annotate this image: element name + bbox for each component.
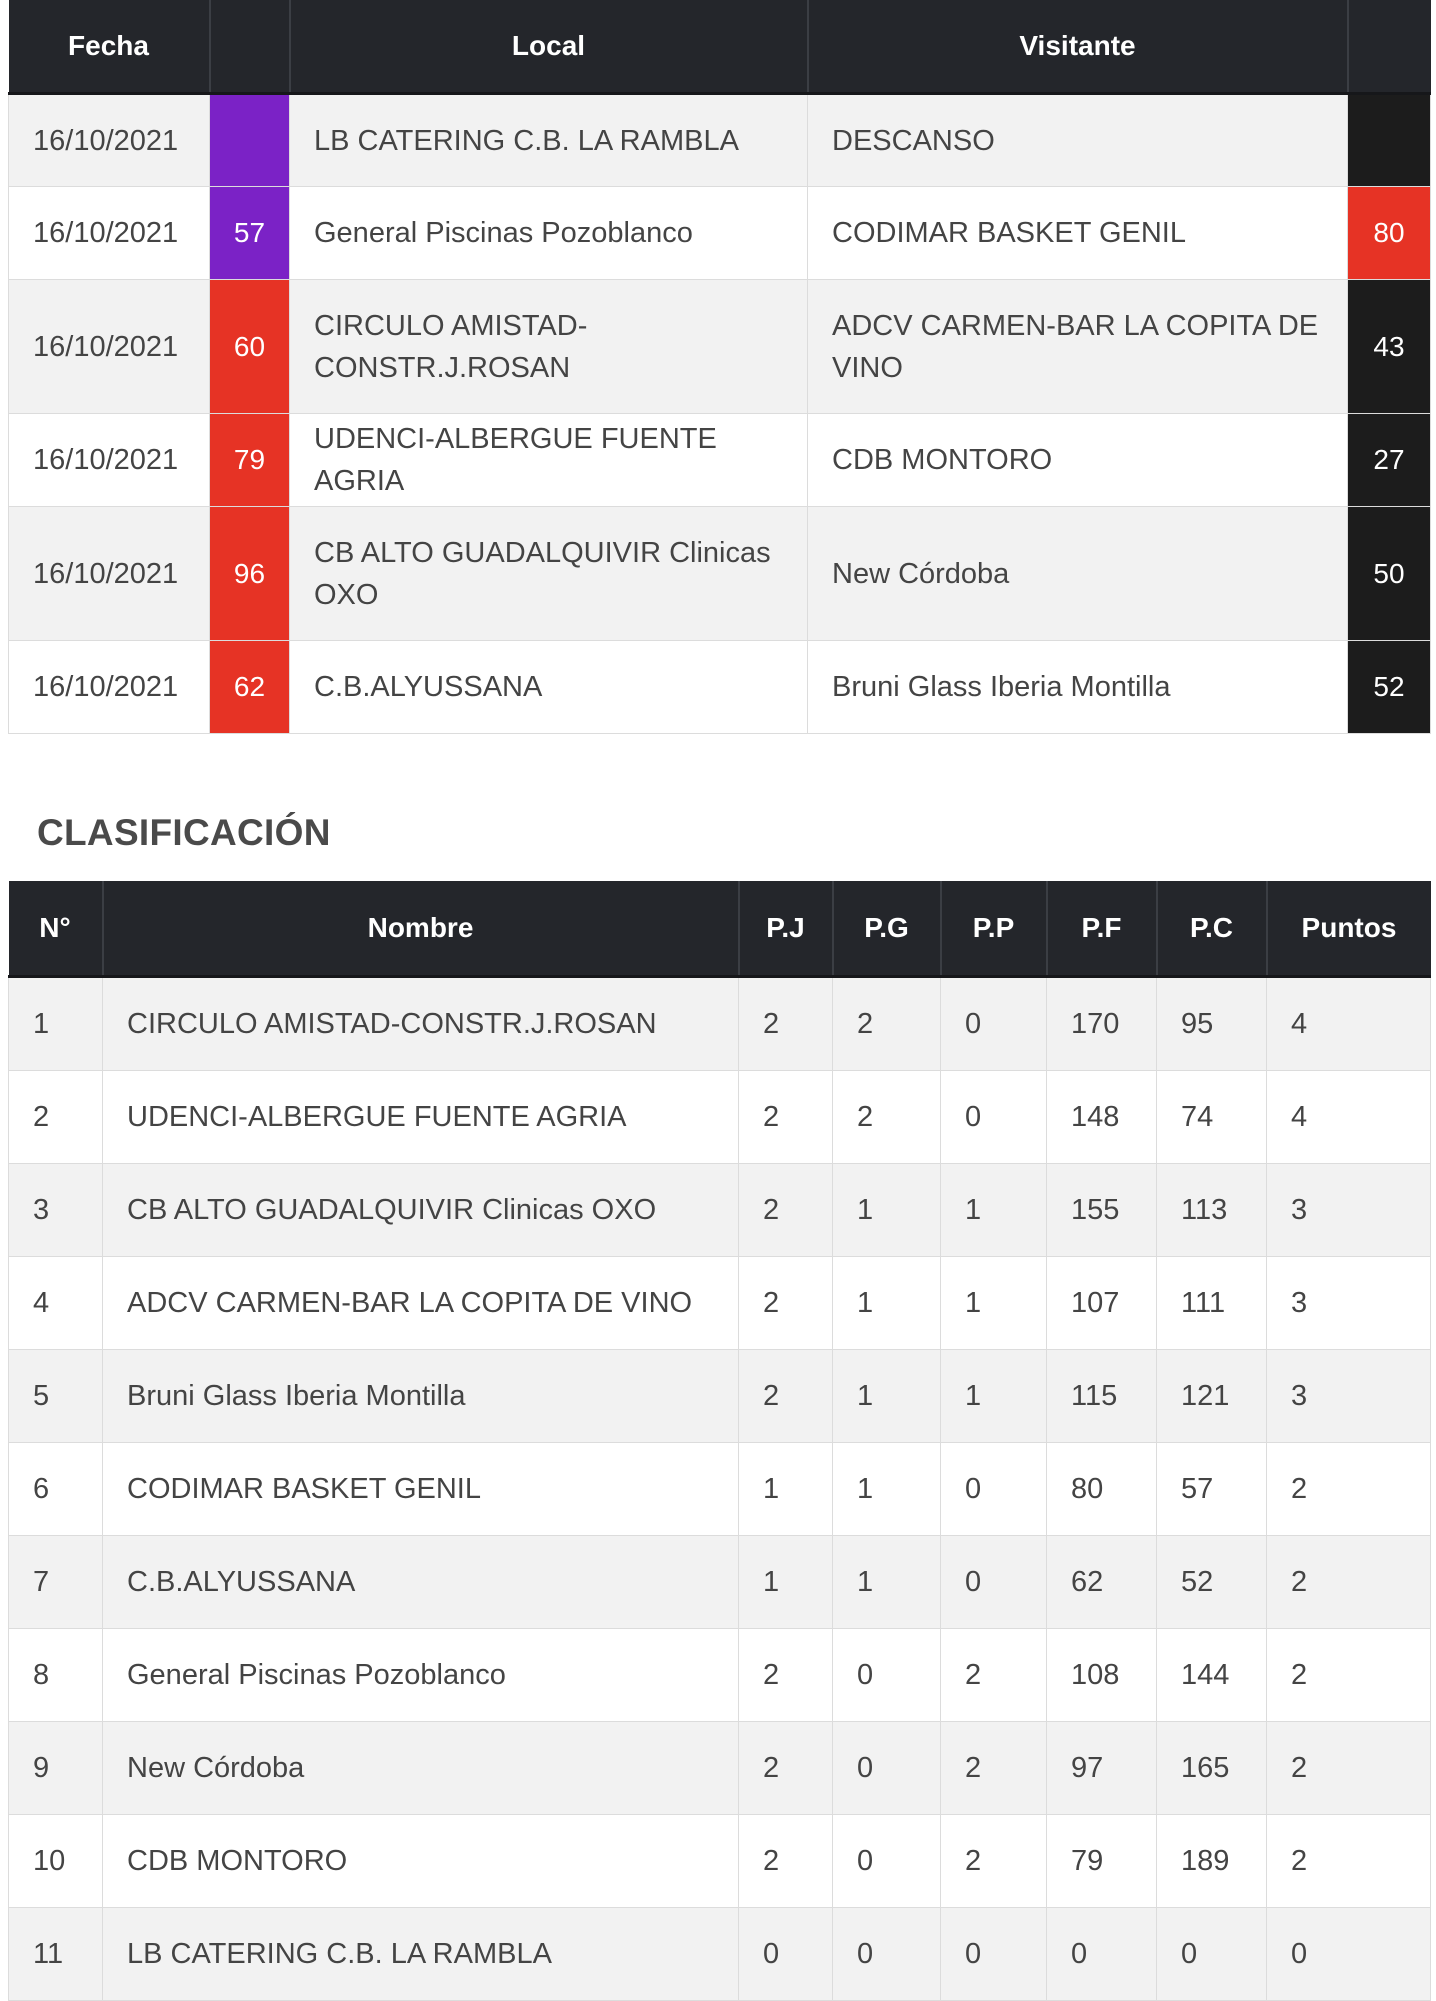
won: 0	[833, 1815, 941, 1908]
standings-row	[9, 1908, 1431, 2001]
won: 1	[833, 1164, 941, 1257]
points-for: 107	[1047, 1257, 1157, 1350]
points-for: 80	[1047, 1443, 1157, 1536]
team-name: CB ALTO GUADALQUIVIR Clinicas OXO	[103, 1164, 739, 1257]
played: 2	[739, 977, 833, 1071]
standings-row	[9, 977, 1431, 1071]
won: 1	[833, 1443, 941, 1536]
header-away: Visitante	[808, 0, 1348, 94]
team-name: LB CATERING C.B. LA RAMBLA	[103, 1908, 739, 2001]
away-score: 52	[1348, 641, 1431, 734]
position: 5	[9, 1350, 103, 1443]
played: 1	[739, 1536, 833, 1629]
points: 2	[1267, 1722, 1431, 1815]
match-date: 16/10/2021	[9, 641, 210, 734]
points-against: 144	[1157, 1629, 1267, 1722]
points-for: 108	[1047, 1629, 1157, 1722]
match-row	[9, 94, 1431, 187]
played: 2	[739, 1815, 833, 1908]
team-name: UDENCI-ALBERGUE FUENTE AGRIA	[103, 1071, 739, 1164]
won: 0	[833, 1629, 941, 1722]
away-score: 27	[1348, 414, 1431, 507]
home-team: CB ALTO GUADALQUIVIR Clinicas OXO	[290, 507, 808, 641]
results-table	[8, 0, 1431, 734]
points-against: 52	[1157, 1536, 1267, 1629]
away-team: CDB MONTORO	[808, 414, 1348, 507]
points: 2	[1267, 1815, 1431, 1908]
away-team: CODIMAR BASKET GENIL	[808, 187, 1348, 280]
points: 3	[1267, 1257, 1431, 1350]
standings-row	[9, 1257, 1431, 1350]
points-for: 62	[1047, 1536, 1157, 1629]
points: 2	[1267, 1443, 1431, 1536]
lost: 1	[941, 1350, 1047, 1443]
results-header-row	[9, 0, 1431, 94]
header-points: Puntos	[1267, 881, 1431, 977]
home-team: C.B.ALYUSSANA	[290, 641, 808, 734]
played: 2	[739, 1350, 833, 1443]
position: 8	[9, 1629, 103, 1722]
away-score	[1348, 94, 1431, 187]
header-points-for: P.F	[1047, 881, 1157, 977]
played: 1	[739, 1443, 833, 1536]
away-team: DESCANSO	[808, 94, 1348, 187]
home-score: 96	[210, 507, 290, 641]
away-score: 50	[1348, 507, 1431, 641]
header-home: Local	[290, 0, 808, 94]
header-lost: P.P	[941, 881, 1047, 977]
points-against: 111	[1157, 1257, 1267, 1350]
position: 11	[9, 1908, 103, 2001]
home-team: CIRCULO AMISTAD-CONSTR.J.ROSAN	[290, 280, 808, 414]
team-name: General Piscinas Pozoblanco	[103, 1629, 739, 1722]
points-for: 115	[1047, 1350, 1157, 1443]
header-home-score	[210, 0, 290, 94]
lost: 0	[941, 977, 1047, 1071]
points-against: 113	[1157, 1164, 1267, 1257]
lost: 0	[941, 1443, 1047, 1536]
away-score: 80	[1348, 187, 1431, 280]
header-date: Fecha	[9, 0, 210, 94]
points-for: 79	[1047, 1815, 1157, 1908]
points-for: 97	[1047, 1722, 1157, 1815]
standings-row	[9, 1629, 1431, 1722]
match-row	[9, 507, 1431, 641]
position: 6	[9, 1443, 103, 1536]
lost: 0	[941, 1071, 1047, 1164]
points: 2	[1267, 1629, 1431, 1722]
away-team: ADCV CARMEN-BAR LA COPITA DE VINO	[808, 280, 1348, 414]
won: 1	[833, 1536, 941, 1629]
team-name: CIRCULO AMISTAD-CONSTR.J.ROSAN	[103, 977, 739, 1071]
header-points-against: P.C	[1157, 881, 1267, 977]
points: 4	[1267, 977, 1431, 1071]
points: 3	[1267, 1350, 1431, 1443]
points-for: 155	[1047, 1164, 1157, 1257]
played: 2	[739, 1257, 833, 1350]
standings-body	[9, 977, 1431, 2001]
header-position: N°	[9, 881, 103, 977]
match-date: 16/10/2021	[9, 187, 210, 280]
position: 4	[9, 1257, 103, 1350]
won: 1	[833, 1257, 941, 1350]
points-against: 121	[1157, 1350, 1267, 1443]
standings-table	[8, 881, 1431, 2001]
lost: 1	[941, 1257, 1047, 1350]
points-against: 165	[1157, 1722, 1267, 1815]
points: 4	[1267, 1071, 1431, 1164]
home-score	[210, 94, 290, 187]
home-team: LB CATERING C.B. LA RAMBLA	[290, 94, 808, 187]
lost: 1	[941, 1164, 1047, 1257]
points: 2	[1267, 1536, 1431, 1629]
home-score: 60	[210, 280, 290, 414]
played: 2	[739, 1629, 833, 1722]
position: 9	[9, 1722, 103, 1815]
points: 3	[1267, 1164, 1431, 1257]
standings-row	[9, 1536, 1431, 1629]
standings-row	[9, 1815, 1431, 1908]
points: 0	[1267, 1908, 1431, 2001]
match-row	[9, 280, 1431, 414]
team-name: New Córdoba	[103, 1722, 739, 1815]
match-date: 16/10/2021	[9, 507, 210, 641]
standings-row	[9, 1164, 1431, 1257]
match-date: 16/10/2021	[9, 94, 210, 187]
standings-row	[9, 1071, 1431, 1164]
position: 2	[9, 1071, 103, 1164]
won: 0	[833, 1722, 941, 1815]
position: 3	[9, 1164, 103, 1257]
played: 0	[739, 1908, 833, 2001]
position: 1	[9, 977, 103, 1071]
away-score: 43	[1348, 280, 1431, 414]
match-date: 16/10/2021	[9, 280, 210, 414]
home-team: General Piscinas Pozoblanco	[290, 187, 808, 280]
team-name: ADCV CARMEN-BAR LA COPITA DE VINO	[103, 1257, 739, 1350]
header-won: P.G	[833, 881, 941, 977]
team-name: C.B.ALYUSSANA	[103, 1536, 739, 1629]
header-away-score	[1348, 0, 1431, 94]
header-name: Nombre	[103, 881, 739, 977]
match-row	[9, 414, 1431, 507]
results-body	[9, 94, 1431, 734]
points-against: 189	[1157, 1815, 1267, 1908]
standings-row	[9, 1350, 1431, 1443]
won: 2	[833, 1071, 941, 1164]
position: 10	[9, 1815, 103, 1908]
played: 2	[739, 1071, 833, 1164]
lost: 2	[941, 1629, 1047, 1722]
standings-row	[9, 1443, 1431, 1536]
position: 7	[9, 1536, 103, 1629]
won: 0	[833, 1908, 941, 2001]
standings-header-row	[9, 881, 1431, 977]
points-against: 57	[1157, 1443, 1267, 1536]
lost: 0	[941, 1908, 1047, 2001]
points-against: 74	[1157, 1071, 1267, 1164]
home-score: 79	[210, 414, 290, 507]
played: 2	[739, 1164, 833, 1257]
played: 2	[739, 1722, 833, 1815]
won: 1	[833, 1350, 941, 1443]
team-name: CDB MONTORO	[103, 1815, 739, 1908]
points-for: 170	[1047, 977, 1157, 1071]
won: 2	[833, 977, 941, 1071]
header-played: P.J	[739, 881, 833, 977]
home-score: 62	[210, 641, 290, 734]
lost: 0	[941, 1536, 1047, 1629]
team-name: Bruni Glass Iberia Montilla	[103, 1350, 739, 1443]
match-row	[9, 187, 1431, 280]
lost: 2	[941, 1722, 1047, 1815]
points-for: 148	[1047, 1071, 1157, 1164]
home-score: 57	[210, 187, 290, 280]
away-team: New Córdoba	[808, 507, 1348, 641]
standings-row	[9, 1722, 1431, 1815]
points-for: 0	[1047, 1908, 1157, 2001]
away-team: Bruni Glass Iberia Montilla	[808, 641, 1348, 734]
points-against: 95	[1157, 977, 1267, 1071]
points-against: 0	[1157, 1908, 1267, 2001]
standings-title: CLASIFICACIÓN	[37, 812, 331, 853]
lost: 2	[941, 1815, 1047, 1908]
match-date: 16/10/2021	[9, 414, 210, 507]
home-team: UDENCI-ALBERGUE FUENTE AGRIA	[290, 414, 808, 507]
match-row	[9, 641, 1431, 734]
team-name: CODIMAR BASKET GENIL	[103, 1443, 739, 1536]
